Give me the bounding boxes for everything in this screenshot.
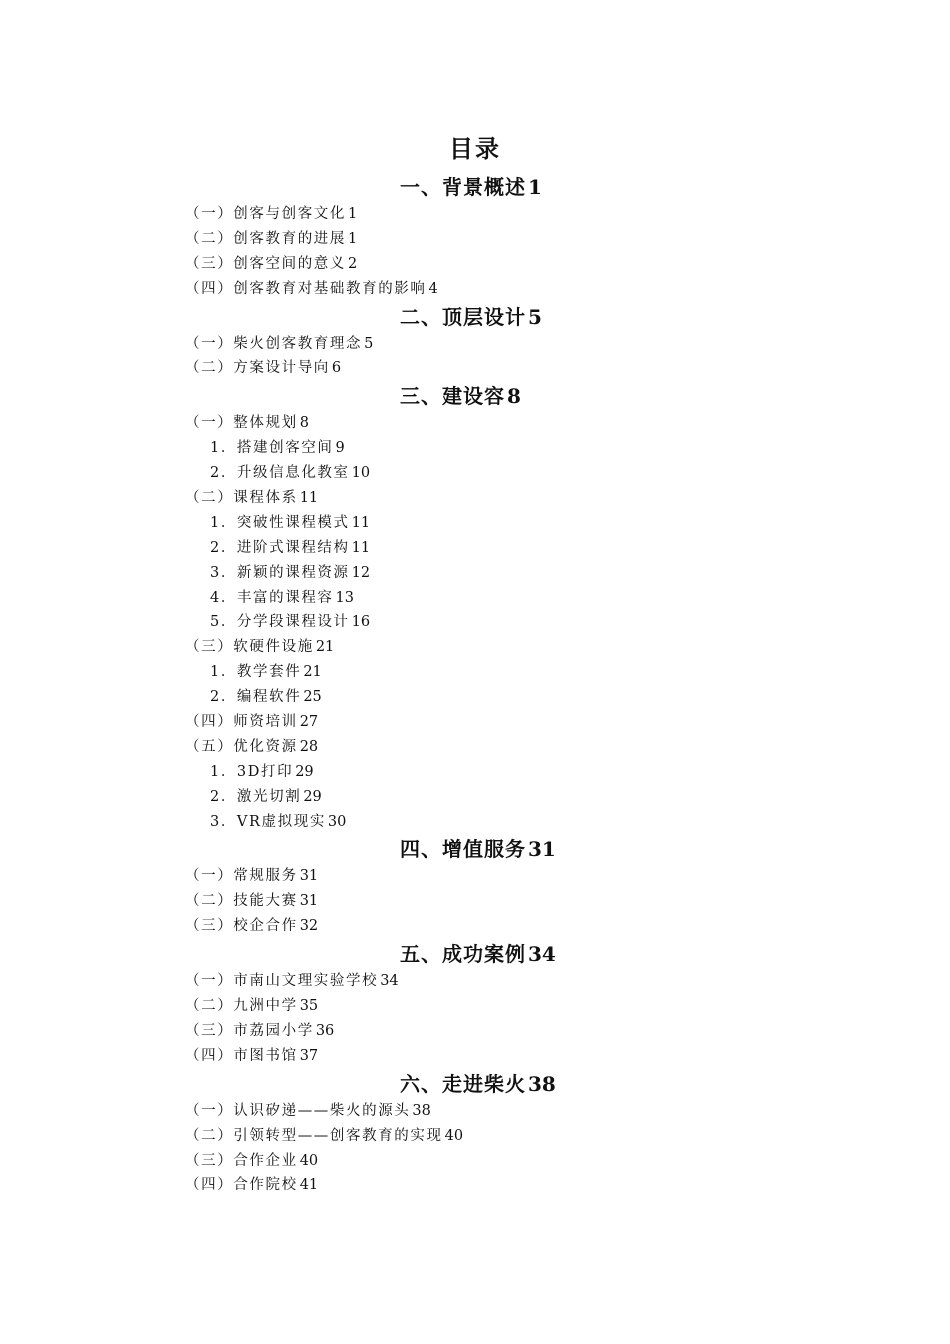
toc-subitem[interactable] [185,785,785,810]
toc-page-number: 40 [444,1127,464,1144]
toc-page-number: 40 [299,1152,319,1169]
toc-page-number: 29 [295,763,314,780]
toc-entry-label: 1．突破性课程模式 [210,514,350,531]
toc-entry-label: （二）课程体系 [185,490,298,507]
toc-entry-label: （一）市南山文理实验学校 [185,973,379,990]
toc-entry-label: 五、成功案例 [400,942,526,967]
toc-item[interactable] [185,735,785,760]
toc-page-number: 21 [303,664,322,681]
toc-item[interactable] [185,1044,785,1069]
toc-entry-label: 1．教学套件 [210,664,302,681]
toc-page-number: 32 [299,918,319,935]
toc-item[interactable] [185,994,785,1019]
toc-subitem[interactable] [185,610,785,635]
toc-item[interactable] [185,914,785,939]
toc-page-number: 8 [507,384,521,409]
toc-subitem[interactable] [185,511,785,536]
toc-page-number: 12 [351,564,371,581]
toc-item[interactable] [185,1019,785,1044]
toc-page-number: 34 [528,942,556,967]
toc-entry-label: 5．分学段课程设计 [210,614,350,631]
toc-entry-label: 2．编程软件 [210,689,302,706]
toc-page-number: 31 [299,868,319,885]
toc-page-number: 16 [351,614,371,631]
toc-page-number: 11 [299,490,319,507]
toc-item[interactable] [185,1173,785,1198]
toc-page-number: 2 [348,255,358,272]
toc-page-number: 11 [351,539,371,556]
toc-entry-label: （一）柴火创客教育理念 [185,335,363,352]
toc-entry-label: 3．新颖的课程资源 [210,564,350,581]
toc-page-number: 5 [364,335,374,352]
toc-subitem[interactable] [185,810,785,835]
toc-section-heading[interactable] [185,302,785,332]
toc-entry-label: 2．进阶式课程结构 [210,539,350,556]
toc-item[interactable] [185,227,785,252]
toc-page-number: 41 [299,1177,319,1194]
table-of-contents [185,172,785,1198]
toc-section-heading[interactable] [185,172,785,202]
toc-entry-label: 3．VR虚拟现实 [210,813,326,830]
toc-page-number: 27 [299,714,319,731]
toc-entry-label: （二）九洲中学 [185,998,298,1015]
toc-entry-label: （三）市荔园小学 [185,1022,314,1039]
toc-page-number: 4 [428,280,438,297]
toc-entry-label: 六、走进柴火 [400,1071,526,1096]
toc-item[interactable] [185,635,785,660]
toc-entry-label: 二、顶层设计 [400,304,526,329]
toc-page-number: 5 [528,304,542,329]
toc-entry-label: （三）校企合作 [185,918,298,935]
toc-item[interactable] [185,202,785,227]
toc-page-number: 36 [315,1022,335,1039]
toc-entry-label: 2．激光切割 [210,788,302,805]
toc-entry-label: 1．搭建创客空间 [210,440,334,457]
toc-subitem[interactable] [185,660,785,685]
toc-item[interactable] [185,356,785,381]
toc-item[interactable] [185,252,785,277]
toc-entry-label: （四）市图书馆 [185,1047,298,1064]
toc-page-number: 1 [528,175,542,199]
toc-entry-label: （一）整体规划 [185,415,298,432]
toc-entry-label: （二）方案设计导向 [185,360,330,377]
toc-item[interactable] [185,1124,785,1149]
toc-page-number: 29 [303,788,322,805]
toc-section-heading[interactable] [185,834,785,864]
toc-page-number: 25 [303,689,322,706]
toc-item[interactable] [185,889,785,914]
toc-entry-label: （二）引领转型——创客教育的实现 [185,1127,443,1144]
toc-subitem[interactable] [185,461,785,486]
toc-item[interactable] [185,1149,785,1174]
toc-page-number: 13 [335,589,354,606]
toc-entry-label: （五）优化资源 [185,738,298,755]
toc-item[interactable] [185,1099,785,1124]
toc-subitem[interactable] [185,436,785,461]
toc-entry-label: （四）创客教育对基础教育的影响 [185,280,427,297]
toc-entry-label: （三）合作企业 [185,1152,298,1169]
toc-entry-label: 1．3D打印 [210,763,294,780]
toc-entry-label: （一）认识矽递——柴火的源头 [185,1102,411,1119]
toc-page-number: 35 [299,998,319,1015]
toc-page-number: 8 [299,415,309,432]
toc-page-number: 11 [351,514,371,531]
toc-item[interactable] [185,969,785,994]
toc-entry-label: （一）创客与创客文化 [185,206,346,222]
toc-page-number: 9 [335,440,345,457]
toc-entry-label: 四、增值服务 [400,837,526,862]
toc-page-number: 6 [331,360,342,377]
toc-title: 目录 [449,135,501,163]
toc-page-number: 31 [299,893,319,910]
toc-subitem[interactable] [185,536,785,561]
toc-entry-label: （四）师资培训 [185,714,298,731]
toc-section-heading[interactable] [185,939,785,969]
toc-item[interactable] [185,277,785,302]
toc-page-number: 1 [348,206,358,222]
toc-subitem[interactable] [185,685,785,710]
toc-item[interactable] [185,864,785,889]
toc-entry-label: 三、建设容 [400,384,505,409]
toc-page-number: 38 [528,1071,556,1096]
toc-section-heading[interactable] [185,1069,785,1099]
toc-section-heading[interactable] [185,381,785,411]
toc-page-number: 28 [299,738,319,755]
toc-entry-label: （二）技能大赛 [185,893,298,910]
toc-page-number: 21 [315,639,335,656]
toc-subitem[interactable] [185,561,785,586]
toc-entry-label: （四）合作院校 [185,1177,298,1194]
toc-item[interactable] [185,486,785,511]
toc-entry-label: （二）创客教育的进展 [185,230,346,247]
toc-page-number: 31 [528,837,556,862]
toc-entry-label: （三）创客空间的意义 [185,255,346,272]
toc-subitem[interactable] [185,760,785,785]
toc-entry-label: 4．丰富的课程容 [210,589,334,606]
toc-entry-label: （一）常规服务 [185,868,298,885]
toc-entry-label: 一、背景概述 [400,175,526,199]
toc-subitem[interactable] [185,586,785,611]
toc-entry-label: 2．升级信息化教室 [210,465,350,482]
toc-page-number: 34 [380,973,399,990]
toc-item[interactable] [185,411,785,436]
toc-item[interactable] [185,710,785,735]
toc-page-number: 30 [327,813,347,830]
toc-page-number: 37 [299,1047,319,1064]
toc-entry-label: （三）软硬件设施 [185,639,314,656]
toc-page-number: 10 [351,465,371,482]
toc-item[interactable] [185,332,785,357]
toc-page-number: 38 [412,1102,431,1119]
toc-page-number: 1 [348,230,358,247]
